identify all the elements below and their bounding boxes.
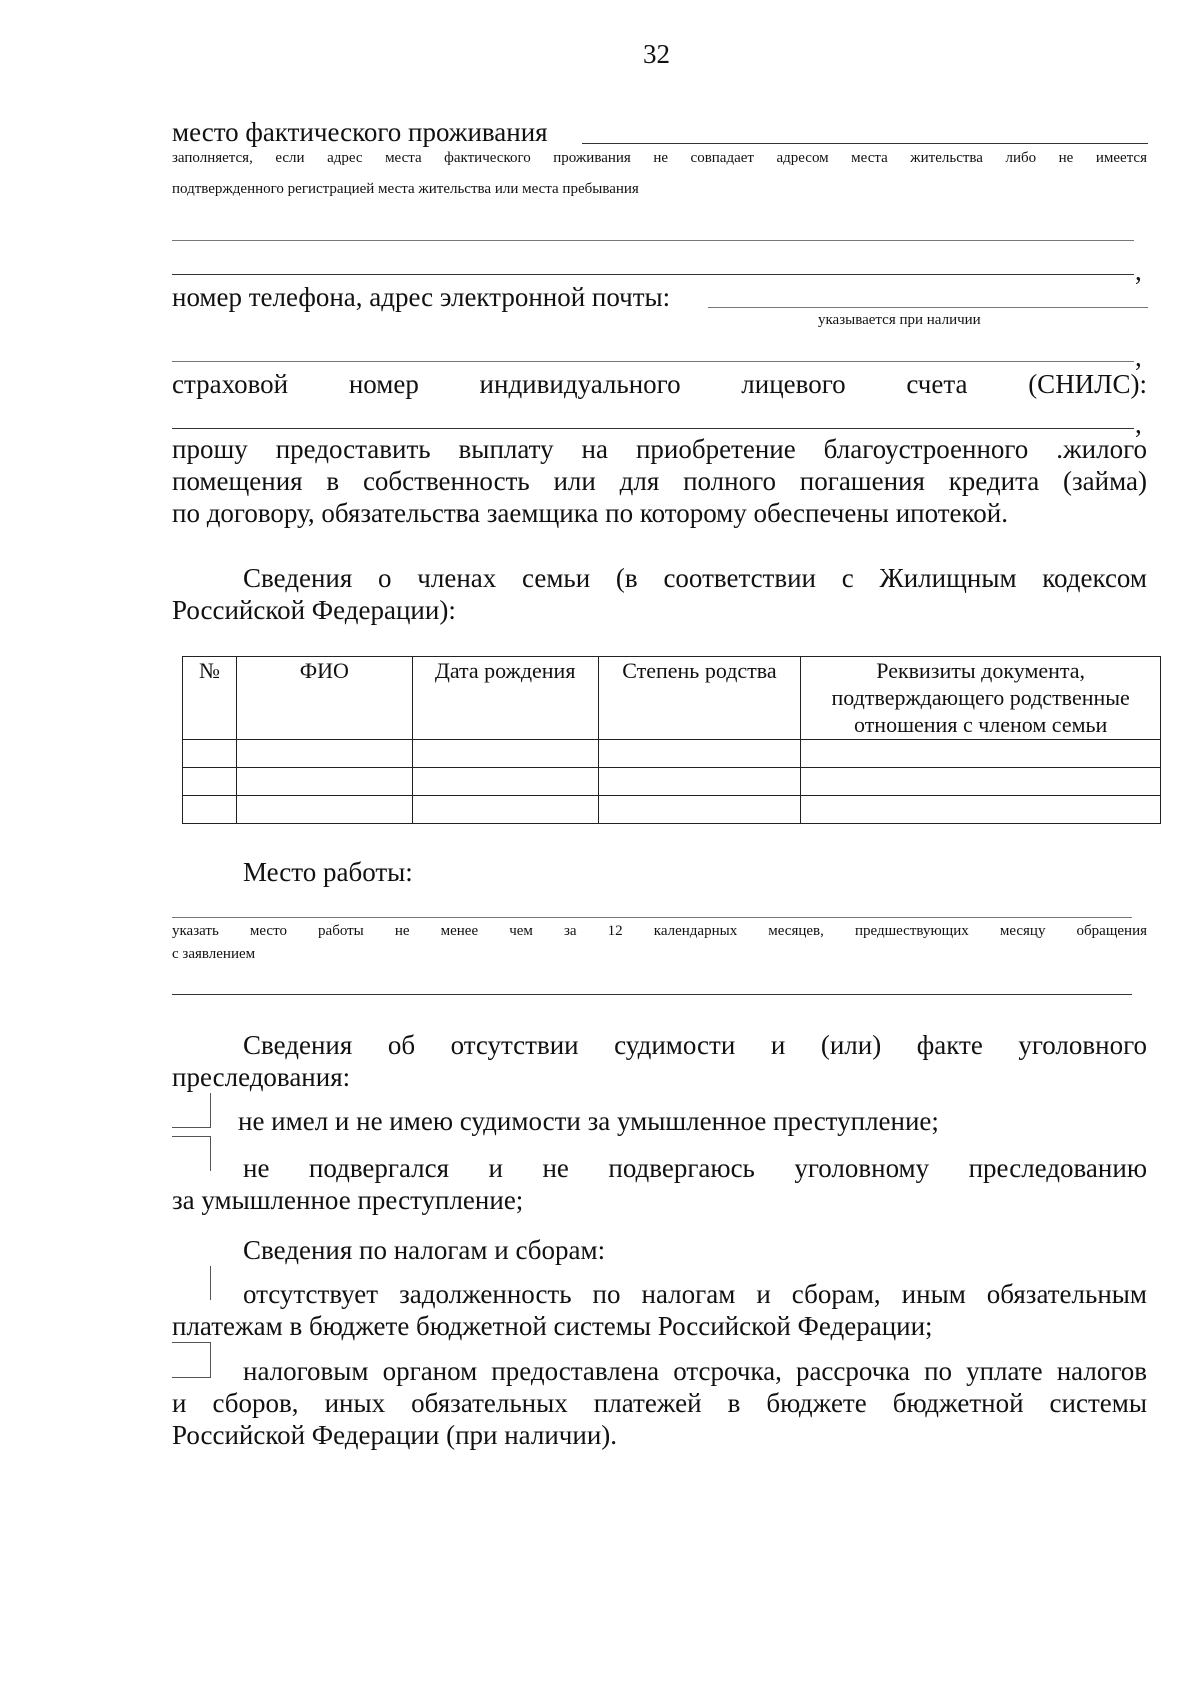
tax-deferral-text-3: Российской Федерации (при наличии).	[172, 1420, 618, 1450]
residence-line-2[interactable]	[172, 240, 1134, 241]
col-header-birthdate: Дата рождения	[412, 657, 598, 740]
table-cell[interactable]	[598, 768, 801, 796]
table-cell[interactable]	[183, 740, 237, 768]
comma: ,	[1135, 409, 1142, 439]
snils-word: номер	[348, 369, 419, 399]
col-header-document: Реквизиты документа, подтверждающего родственные отношения с членом семьи	[801, 657, 1161, 740]
table-cell[interactable]	[412, 768, 598, 796]
criminal-intro-2: преследования:	[172, 1062, 351, 1092]
table-cell[interactable]	[801, 740, 1161, 768]
work-input-line[interactable]	[172, 917, 1132, 918]
work-note-1: указать место работы не менее чем за 12 календарных месяцев, предшествующих месяцу обращения	[172, 923, 1147, 939]
contacts-line-2[interactable]	[172, 361, 1134, 362]
contacts-label: номер телефона, адрес электронной почты:	[172, 282, 671, 312]
col-header-relation: Степень родства	[598, 657, 801, 740]
no-conviction-checkbox[interactable]	[172, 1093, 211, 1128]
table-row	[183, 740, 1161, 768]
request-line-2: помещения в собственность или для полного погашения кредита (займа)	[172, 466, 1147, 496]
table-cell[interactable]	[412, 796, 598, 824]
no-tax-debt-text-1: отсутствует задолженность по налогам и сборам, иным обязательным	[243, 1279, 1147, 1309]
work-label: Место работы:	[243, 857, 413, 887]
no-prosecution-text-2: за умышленное преступление;	[172, 1185, 524, 1215]
table-cell[interactable]	[598, 740, 801, 768]
snils-word: счета	[906, 369, 968, 399]
criminal-intro-1: Сведения об отсутствии судимости и (или) факте уголовного	[243, 1030, 1147, 1060]
tax-deferral-text-2: и сборов, иных обязательных платежей в бюджете бюджетной системы	[172, 1388, 1147, 1418]
residence-line-3[interactable]	[172, 274, 1134, 275]
residence-note-1: заполняется, если адрес места фактического проживания не совпадает адресом места жительства либо не имеется	[172, 150, 1147, 166]
table-header-row	[183, 657, 1161, 740]
no-tax-debt-text-2: платежам в бюджете бюджетной системы Российской Федерации;	[172, 1311, 933, 1341]
snils-word: (СНИЛС):	[1028, 369, 1147, 399]
table-cell[interactable]	[236, 768, 412, 796]
table-cell[interactable]	[236, 740, 412, 768]
table-cell[interactable]	[801, 796, 1161, 824]
table-cell[interactable]	[183, 768, 237, 796]
table-cell[interactable]	[598, 796, 801, 824]
comma: ,	[1135, 256, 1142, 286]
residence-input-line[interactable]	[582, 143, 1148, 144]
table-cell[interactable]	[183, 796, 237, 824]
comma: ,	[1135, 342, 1142, 372]
family-intro-2: Российской Федерации):	[172, 595, 456, 625]
residence-label: место фактического проживания	[172, 117, 548, 147]
table-row	[183, 768, 1161, 796]
snils-word: страховой	[172, 369, 289, 399]
no-conviction-text: не имел и не имею судимости за умышленное преступление;	[238, 1106, 939, 1136]
request-line-1: прошу предоставить выплату на приобретение благоустроенного .жилого	[172, 434, 1147, 464]
no-tax-debt-checkbox[interactable]	[172, 1266, 211, 1300]
tax-deferral-checkbox[interactable]	[172, 1342, 211, 1378]
table-row	[183, 796, 1161, 824]
request-line-3: по договору, обязательства заемщика по которому обеспечены ипотекой.	[172, 498, 1008, 528]
snils-label	[172, 368, 1147, 400]
table-cell[interactable]	[801, 768, 1161, 796]
contacts-note: указывается при наличии	[818, 312, 981, 328]
contacts-input-line[interactable]	[708, 307, 1148, 308]
table-cell[interactable]	[412, 740, 598, 768]
family-intro-1: Сведения о членах семьи (в соответствии с Жилищным кодексом	[243, 563, 1147, 593]
tax-deferral-text-1: налоговым органом предоставлена отсрочка, рассрочка по уплате налогов	[243, 1356, 1147, 1386]
work-line-2[interactable]	[172, 994, 1132, 995]
page-number: 32	[643, 39, 670, 69]
residence-note-2: подтвержденного регистрацией места жительства или места пребывания	[172, 181, 639, 197]
taxes-intro: Сведения по налогам и сборам:	[243, 1235, 606, 1265]
no-prosecution-checkbox[interactable]	[172, 1136, 211, 1171]
table-cell[interactable]	[236, 796, 412, 824]
work-note-2: с заявлением	[172, 946, 256, 962]
snils-input-line[interactable]	[172, 428, 1134, 429]
col-header-name: ФИО	[236, 657, 412, 740]
no-prosecution-text-1: не подвергался и не подвергаюсь уголовному преследованию	[243, 1153, 1147, 1183]
snils-word: индивидуального	[479, 369, 681, 399]
snils-word: лицевого	[741, 369, 846, 399]
col-header-number: №	[183, 657, 237, 740]
family-table	[182, 656, 1161, 824]
